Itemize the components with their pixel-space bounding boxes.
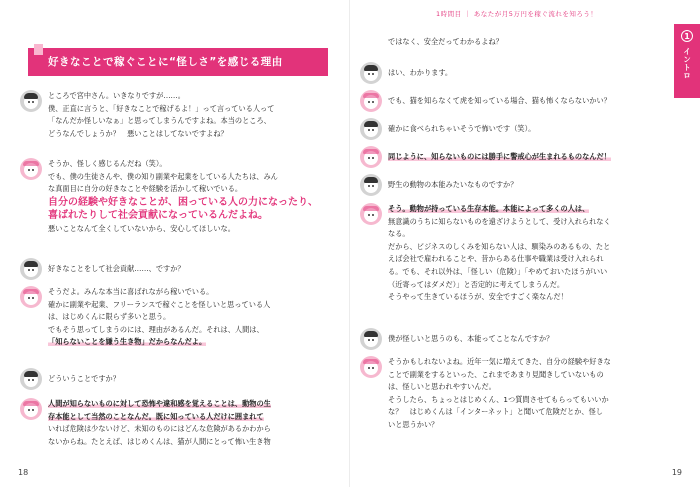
dialog-text: ではなく、安全だってわかるよね？ <box>388 37 503 46</box>
section-title-bar <box>28 48 328 76</box>
bookmark-flag-icon <box>34 44 43 55</box>
dialog-text: 好きなことをして社会貢献……、ですか？ <box>48 264 185 273</box>
running-head: 1時間目 ｜ あなたが月5万円を稼ぐ流れを知ろう！ <box>436 10 598 18</box>
student-avatar-icon <box>360 118 382 140</box>
mentor-avatar-icon <box>20 286 42 308</box>
right-page <box>350 0 700 487</box>
emphasis-text: 喜ばれたりして社会貢献になっているんだよね。 <box>48 210 268 222</box>
mentor-avatar-icon <box>360 90 382 112</box>
student-avatar-icon <box>20 90 42 112</box>
dialog-text: 僕が怪しいと思うのも、本能ってことなんですか？ <box>388 334 554 343</box>
dialog-text: 野生の動物の本能みたいなものですか？ <box>388 180 518 189</box>
dialog-text: そうかもしれないよね。近年一気に増えてきた、自分の経験や好きな ことで副業をするといった、これまであまり見聞きしていないもの は、怪しいと思われやすいんだ。 そうしたら、ちょっとはじめくん、1つ質問させてもらってもいいか な？ はじめくんは「インターネット」と聞いて危険だとか、怪し いと思うかい？ <box>388 357 611 429</box>
student-avatar-icon <box>360 328 382 350</box>
dialog-text: でも、猫を知らなくて虎を知っている場合、猫も怖くならないかい？ <box>388 96 611 105</box>
mentor-avatar-icon <box>20 398 42 420</box>
dialog-text: そう。動物が持っている生存本能。本能によって多くの人は、 無意識のうちに知らないものを遠ざけようとして、受け入れられなく なる。 だから、ビジネスのしくみを知らない人は、馴染みのあるもの、たと えば会社で雇われることや、昔からある仕事や職業は受け入れられ る。でも、それ以外は、「怪しい（危険）」「やめておいたほうがいい （近寄ってはダメだ）」と否定的に考えてしまうんだ。 そうやって生きているほうが、安全ですごく楽なんだ！ <box>388 204 611 302</box>
mentor-avatar-icon <box>360 356 382 378</box>
dialog-text: 同じように、知らないものには勝手に警戒心が生まれるものなんだ！ <box>388 152 611 161</box>
dialog-text: どういうことですか？ <box>48 374 120 383</box>
dialog-text: 確かに食べられちゃいそうで怖いです（笑）。 <box>388 124 536 133</box>
student-avatar-icon <box>360 62 382 84</box>
emphasis-text: 自分の経験や好きなことが、困っている人の力になったり、 <box>48 196 318 208</box>
chapter-label: イントロ <box>683 47 691 80</box>
page-number: 18 <box>18 468 29 477</box>
dialog-text: そうだよ。みんな本当に喜ばれながら稼いでいる。 確かに副業や起業、フリーランスで稼ぐことを怪しいと思っている人 は、はじめくんに限らず多いと思う。 でもそう思ってしまうのには、理由があるんだ。それは、人間は、 「知らないことを嫌う生き物」だからなんだよ。 <box>48 287 271 347</box>
page-number: 19 <box>671 468 682 477</box>
mentor-avatar-icon <box>360 203 382 225</box>
dialog-text: ところで宮中さん。いきなりですが……。 僕、正直に言うと、「好きなことで稼げるよ！」って言っている人って 「なんだか怪しいなぁ」と思ってしまうんですよね。本当のところ、 どうなんでしょうか？ 悪いことはしてないですよね？ <box>48 91 275 138</box>
mentor-avatar-icon <box>360 146 382 168</box>
section-title: 好きなことで稼ぐことに“怪しさ”を感じる理由 <box>48 56 283 68</box>
dialog-text: はい、わかります。 <box>388 68 453 77</box>
student-avatar-icon <box>20 368 42 390</box>
mentor-avatar-icon <box>20 158 42 180</box>
chapter-number: 1 <box>681 30 693 42</box>
dialog-text: そうか、怪しく感じるんだね（笑）。 でも、僕の生徒さんや、僕の知り副業や起業をしている人たちは、みん な真面目に自分の好きなことや経験を活かして稼いでいる。 自分の経験や好きなことが、困っている人の力になったり、 喜ばれたりして社会貢献になっているんだよね。 悪いことなんて全くしていないから、安心してほしいな。 <box>48 159 318 233</box>
dialog-text: 人間が知らないものに対して恐怖や違和感を覚えることは、動物の生 存本能として当然のことなんだ。既に知っている人だけに囲まれて いれば危険は少ないけど、未知のものにはどんな危険があるかわから ないからね。たとえば、はじめくんは、猫が人間にとって怖い生き物 <box>48 399 271 446</box>
student-avatar-icon <box>20 258 42 280</box>
student-avatar-icon <box>360 174 382 196</box>
